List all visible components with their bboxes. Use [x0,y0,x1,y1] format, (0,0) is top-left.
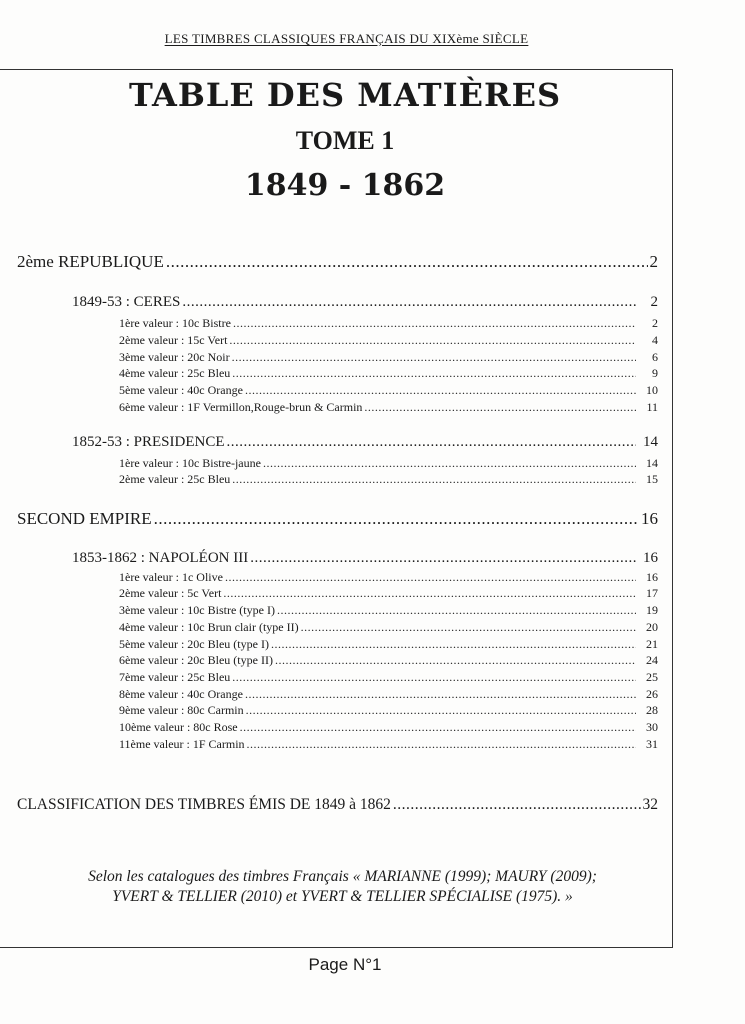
toc-label: 6ème valeur : 20c Bleu (type II) [119,653,273,667]
toc-page: 20 [646,620,658,634]
toc-leader [232,350,636,365]
years-label: 1849 - 1862 [244,168,446,203]
toc-leader [182,294,636,311]
toc-leader [245,383,636,398]
toc-item[interactable] [119,687,658,702]
toc-label: 1ère valeur : 1c Olive [119,570,223,584]
toc-item[interactable] [119,620,658,635]
toc-leader [225,570,636,585]
toc-label: 4ème valeur : 25c Bleu [119,366,231,380]
toc-leader [166,252,648,272]
toc-page: 2 [652,316,658,330]
toc-item[interactable] [119,653,658,668]
toc-leader [232,670,636,685]
note-line-2: YVERT & TELLIER (2010) et YVERT & TELLIER SPÉCIALISE (1975). » [112,888,573,905]
toc-page: 25 [646,670,658,684]
toc-label: 1853-1862 : NAPOLÉON III [72,550,249,566]
toc-label: 4ème valeur : 10c Brun clair (type II) [119,620,299,634]
toc-leader [277,603,636,618]
toc-subsection-ceres[interactable] [72,294,658,311]
toc-label: 3ème valeur : 10c Bistre (type I) [119,603,275,617]
toc-item[interactable] [119,383,658,398]
toc-label: 2ème valeur : 25c Bleu [119,472,231,486]
toc-page: 11 [646,400,658,414]
toc-page: 16 [643,550,658,566]
toc-page: 16 [646,570,658,584]
toc-section-empire[interactable] [17,509,658,529]
toc-page: 14 [643,434,658,450]
toc-leader [275,653,636,668]
toc-label: 1852-53 : PRESIDENCE [72,434,225,450]
toc-item[interactable] [119,472,658,487]
toc-item[interactable] [119,586,658,601]
toc-leader [246,703,636,718]
toc-leader [250,550,636,567]
toc-item[interactable] [119,703,658,718]
toc-leader [233,316,636,331]
toc-leader [271,637,636,652]
toc-page: 24 [646,653,658,667]
toc-label: 9ème valeur : 80c Carmin [119,703,244,717]
toc-item[interactable] [119,603,658,618]
toc-item[interactable] [119,670,658,685]
toc-page: 9 [652,366,658,380]
toc-page: 31 [646,737,658,751]
toc-item[interactable] [119,737,658,752]
toc-label: 11ème valeur : 1F Carmin [119,737,245,751]
tome-label: TOME 1 [295,126,395,155]
toc-label: 2ème valeur : 15c Vert [119,333,228,347]
toc-leader [301,620,636,635]
toc-label: 8ème valeur : 40c Orange [119,687,243,701]
toc-label: 10ème valeur : 80c Rose [119,720,238,734]
toc-label: 5ème valeur : 20c Bleu (type I) [119,637,269,651]
toc-leader [154,509,639,529]
toc-leader [229,333,636,348]
toc-leader [247,737,636,752]
note-line-1: Selon les catalogues des timbres Français « MARIANNE (1999); MAURY (2009); [88,868,597,885]
toc-label: 3ème valeur : 20c Noir [119,350,230,364]
toc-page: 16 [641,509,658,528]
toc-label: 1ère valeur : 10c Bistre [119,316,231,330]
toc-label: 5ème valeur : 40c Orange [119,383,243,397]
toc-label: CLASSIFICATION DES TIMBRES ÉMIS DE 1849 à 1862 [17,796,391,813]
catalogue-note [0,867,685,907]
toc-label: 7ème valeur : 25c Bleu [119,670,231,684]
page-number: Page N°1 [308,955,382,974]
toc-leader [232,366,636,381]
toc-page: 32 [642,796,658,813]
toc-page: 21 [646,637,658,651]
toc-leader [240,720,636,735]
toc-leader [227,434,636,451]
toc-item[interactable] [119,333,658,348]
toc-page: 6 [652,350,658,364]
toc-leader [232,472,636,487]
toc-page: 4 [652,333,658,347]
toc-page: 26 [646,687,658,701]
toc-label: 1849-53 : CERES [72,294,181,310]
toc-page: 2 [649,252,658,271]
toc-page: 15 [646,472,658,486]
toc-label: 2ème valeur : 5c Vert [119,586,222,600]
toc-page: 10 [646,383,658,397]
toc-item[interactable] [119,316,658,331]
toc-page: 30 [646,720,658,734]
toc-page: 19 [646,603,658,617]
running-header: LES TIMBRES CLASSIQUES FRANÇAIS DU XIXème SIÈCLE [164,31,529,46]
toc-page: 14 [646,456,658,470]
toc-label: 1ère valeur : 10c Bistre-jaune [119,456,261,470]
toc-section-classification[interactable] [17,796,658,814]
toc-leader [223,586,636,601]
toc-section-republique[interactable] [17,252,658,272]
toc-label: 2ème REPUBLIQUE [17,252,164,271]
toc-item[interactable] [119,720,658,735]
toc-item[interactable] [119,637,658,652]
toc-leader [263,456,636,471]
toc-label: SECOND EMPIRE [17,509,152,528]
page-title: TABLE DES MATIÈRES [128,76,562,114]
toc-leader [393,796,641,814]
toc-item[interactable] [119,350,658,365]
toc-page: 17 [646,586,658,600]
toc-item[interactable] [119,400,658,415]
toc-leader [364,400,636,415]
toc-subsection-presidence[interactable] [72,434,658,451]
toc-page: 2 [650,294,658,310]
toc-label: 6ème valeur : 1F Vermillon,Rouge-brun & Carmin [119,400,363,414]
toc-item[interactable] [119,570,658,585]
toc-leader [245,687,636,702]
toc-item[interactable] [119,456,658,471]
toc-page: 28 [646,703,658,717]
toc-subsection-napoleon[interactable] [72,550,658,567]
toc-item[interactable] [119,366,658,381]
